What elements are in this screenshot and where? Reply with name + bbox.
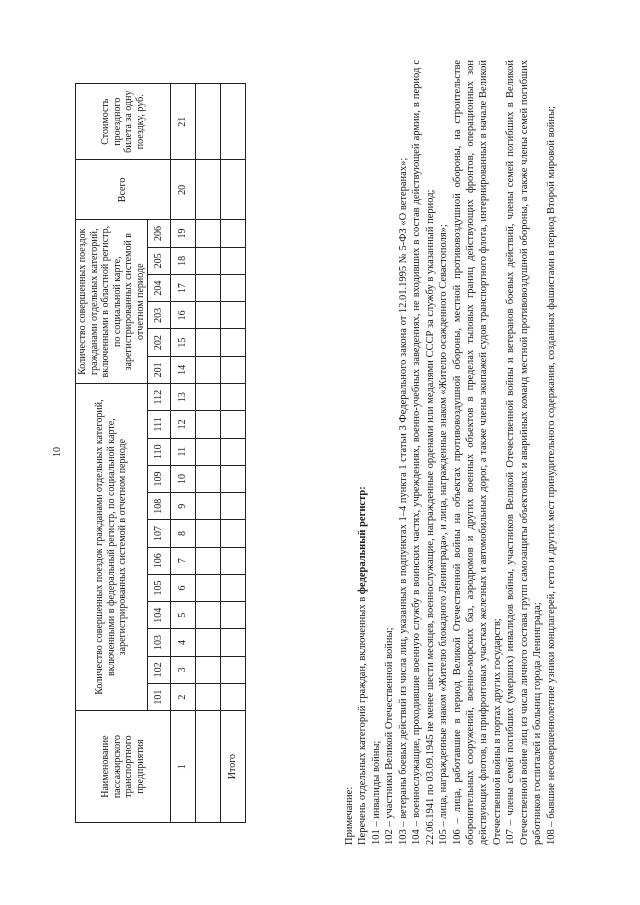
data-cell bbox=[196, 329, 221, 356]
data-cell bbox=[196, 602, 221, 629]
category-code: 105 bbox=[148, 574, 171, 601]
data-cell bbox=[196, 683, 221, 710]
data-cell bbox=[196, 465, 221, 492]
category-code: 202 bbox=[148, 329, 171, 356]
note-item: 107 – члены семей погибших (умерших) инвалидов войны, участников Великой Отечественной войны и ветеранов боевых действий, члены семей погибших в Великой Отечественной войне лиц из числа личного состава групп самозащиты объектовых и аварийных команд местной противовоздушной обороны, а также члены семей погибших работников госпиталей и больниц города Ленинграда; bbox=[505, 60, 544, 845]
category-code: 101 bbox=[148, 683, 171, 710]
column-number: 5 bbox=[171, 602, 196, 629]
column-number: 9 bbox=[171, 493, 196, 520]
column-number: 14 bbox=[171, 356, 196, 383]
data-cell bbox=[196, 302, 221, 329]
note-item: 106 – лица, работавшие в период Великой Отечественной войны на объектах противовоздушной обороны, местной противовоздушной обороны, на строительстве оборонительных сооружений, военно-морских баз, аэродромов и других военных объектов в пределах тыловых границ действующих фронтов, операционных зон действующих флотов, на прифронтовых участках железных и автомобильных дорог, а также члены экипажей судов транспортного флота, интернированных в начале Великой Отечественной войны в портах других государств; bbox=[451, 60, 503, 845]
column-number: 10 bbox=[171, 465, 196, 492]
data-cell bbox=[196, 220, 221, 247]
data-cell bbox=[196, 356, 221, 383]
column-number: 2 bbox=[171, 683, 196, 710]
category-code: 201 bbox=[148, 356, 171, 383]
data-cell bbox=[196, 274, 221, 301]
total-label: Итого bbox=[221, 711, 246, 823]
category-code: 107 bbox=[148, 520, 171, 547]
category-code: 205 bbox=[148, 247, 171, 274]
data-cell bbox=[196, 711, 221, 823]
category-code: 108 bbox=[148, 493, 171, 520]
column-number: 17 bbox=[171, 274, 196, 301]
data-cell bbox=[196, 84, 221, 160]
column-number: 8 bbox=[171, 520, 196, 547]
total-cell bbox=[221, 356, 246, 383]
column-number: 4 bbox=[171, 629, 196, 656]
total-cell bbox=[221, 160, 246, 220]
data-cell bbox=[196, 547, 221, 574]
total-cell bbox=[221, 384, 246, 411]
note-item: 105 – лица, награжденные знаком «Жителю блокадного Ленинграда», и лица, награжденные знаком «Жителю осажденного Севастополя»; bbox=[438, 224, 450, 845]
column-number: 18 bbox=[171, 247, 196, 274]
category-code: 103 bbox=[148, 629, 171, 656]
column-number: 1 bbox=[171, 711, 196, 823]
category-code: 110 bbox=[148, 438, 171, 465]
column-number: 12 bbox=[171, 411, 196, 438]
total-cell bbox=[221, 438, 246, 465]
data-cell bbox=[196, 656, 221, 683]
total-cell bbox=[221, 493, 246, 520]
data-cell bbox=[196, 574, 221, 601]
total-cell bbox=[221, 547, 246, 574]
notes-intro-bold: федеральный регистр: bbox=[357, 486, 369, 595]
note-item: 102 – участники Великой Отечественной войны; bbox=[384, 627, 396, 845]
column-number: 15 bbox=[171, 329, 196, 356]
column-number: 3 bbox=[171, 656, 196, 683]
total-cell bbox=[221, 411, 246, 438]
note-item: 104 – военнослужащие, проходившие военную службу в воинских частях, учреждениях, военно-учебных заведениях, не входивших в состав действующей армии, в период с 22.06.1941 по 03.09.1945 не менее шести месяцев, военнослужащие, награжденные орденами или медалями СССР за службу в указанный период; bbox=[411, 60, 436, 845]
data-cell bbox=[196, 247, 221, 274]
column-number: 19 bbox=[171, 220, 196, 247]
data-cell bbox=[196, 438, 221, 465]
note-item: 108 – бывшие несовершеннолетние узники концлагерей, гетто и других мест принудительного содержания, созданных фашистами в период Второй мировой войны; bbox=[545, 106, 557, 845]
column-number: 11 bbox=[171, 438, 196, 465]
total-cell bbox=[221, 656, 246, 683]
data-cell bbox=[196, 629, 221, 656]
category-code: 102 bbox=[148, 656, 171, 683]
header-federal: Количество совершенных поездок гражданами отдельных категорий, включенными в федеральный регистр, по социальной карте, зарегистрированных системой в отчетном периоде bbox=[76, 384, 148, 711]
notes-title: Примечание: bbox=[344, 786, 355, 845]
category-code: 206 bbox=[148, 220, 171, 247]
total-cell bbox=[221, 629, 246, 656]
category-code: 104 bbox=[148, 602, 171, 629]
rotated-page bbox=[75, 60, 605, 845]
report-table bbox=[75, 83, 246, 823]
column-number: 13 bbox=[171, 384, 196, 411]
data-cell bbox=[196, 160, 221, 220]
header-regional: Количество совершенных поездок гражданами отдельных категорий, включенными в областной регистр, по социальной карте, зарегистрированных системой в отчетном периоде bbox=[76, 220, 148, 384]
total-cell bbox=[221, 520, 246, 547]
column-number: 6 bbox=[171, 574, 196, 601]
total-cell bbox=[221, 220, 246, 247]
note-item: 103 – ветераны боевых действий из числа лиц, указанных в подпунктах 1–4 пункта 1 статьи 3 Федерального закона от 12.01.1995 № 5-ФЗ «О ветеранах»; bbox=[397, 157, 409, 845]
page-number: 10 bbox=[52, 447, 63, 457]
header-total: Всего bbox=[76, 160, 171, 220]
note-item: 101 – инвалиды войны; bbox=[370, 740, 382, 845]
total-cell bbox=[221, 247, 246, 274]
category-code: 203 bbox=[148, 302, 171, 329]
header-cost: Стоимость проездного билета за одну поездку, руб. bbox=[76, 84, 171, 160]
header-name: Наименование пассажирского транспортного предприятия bbox=[76, 711, 171, 823]
column-number: 7 bbox=[171, 547, 196, 574]
data-cell bbox=[196, 520, 221, 547]
category-code: 204 bbox=[148, 274, 171, 301]
column-number: 16 bbox=[171, 302, 196, 329]
category-code: 106 bbox=[148, 547, 171, 574]
total-cell bbox=[221, 274, 246, 301]
total-cell bbox=[221, 602, 246, 629]
notes-intro bbox=[356, 60, 369, 845]
category-code: 109 bbox=[148, 465, 171, 492]
column-number: 21 bbox=[171, 84, 196, 160]
total-cell bbox=[221, 574, 246, 601]
total-cell bbox=[221, 84, 246, 160]
total-cell bbox=[221, 683, 246, 710]
data-cell bbox=[196, 493, 221, 520]
data-cell bbox=[196, 384, 221, 411]
total-cell bbox=[221, 302, 246, 329]
total-cell bbox=[221, 465, 246, 492]
total-cell bbox=[221, 329, 246, 356]
notes-intro-text: Перечень отдельных категорий граждан, включенных в bbox=[357, 594, 369, 845]
column-number: 20 bbox=[171, 160, 196, 220]
notes-section bbox=[343, 60, 558, 845]
category-code: 111 bbox=[148, 411, 171, 438]
category-code: 112 bbox=[148, 384, 171, 411]
data-cell bbox=[196, 411, 221, 438]
